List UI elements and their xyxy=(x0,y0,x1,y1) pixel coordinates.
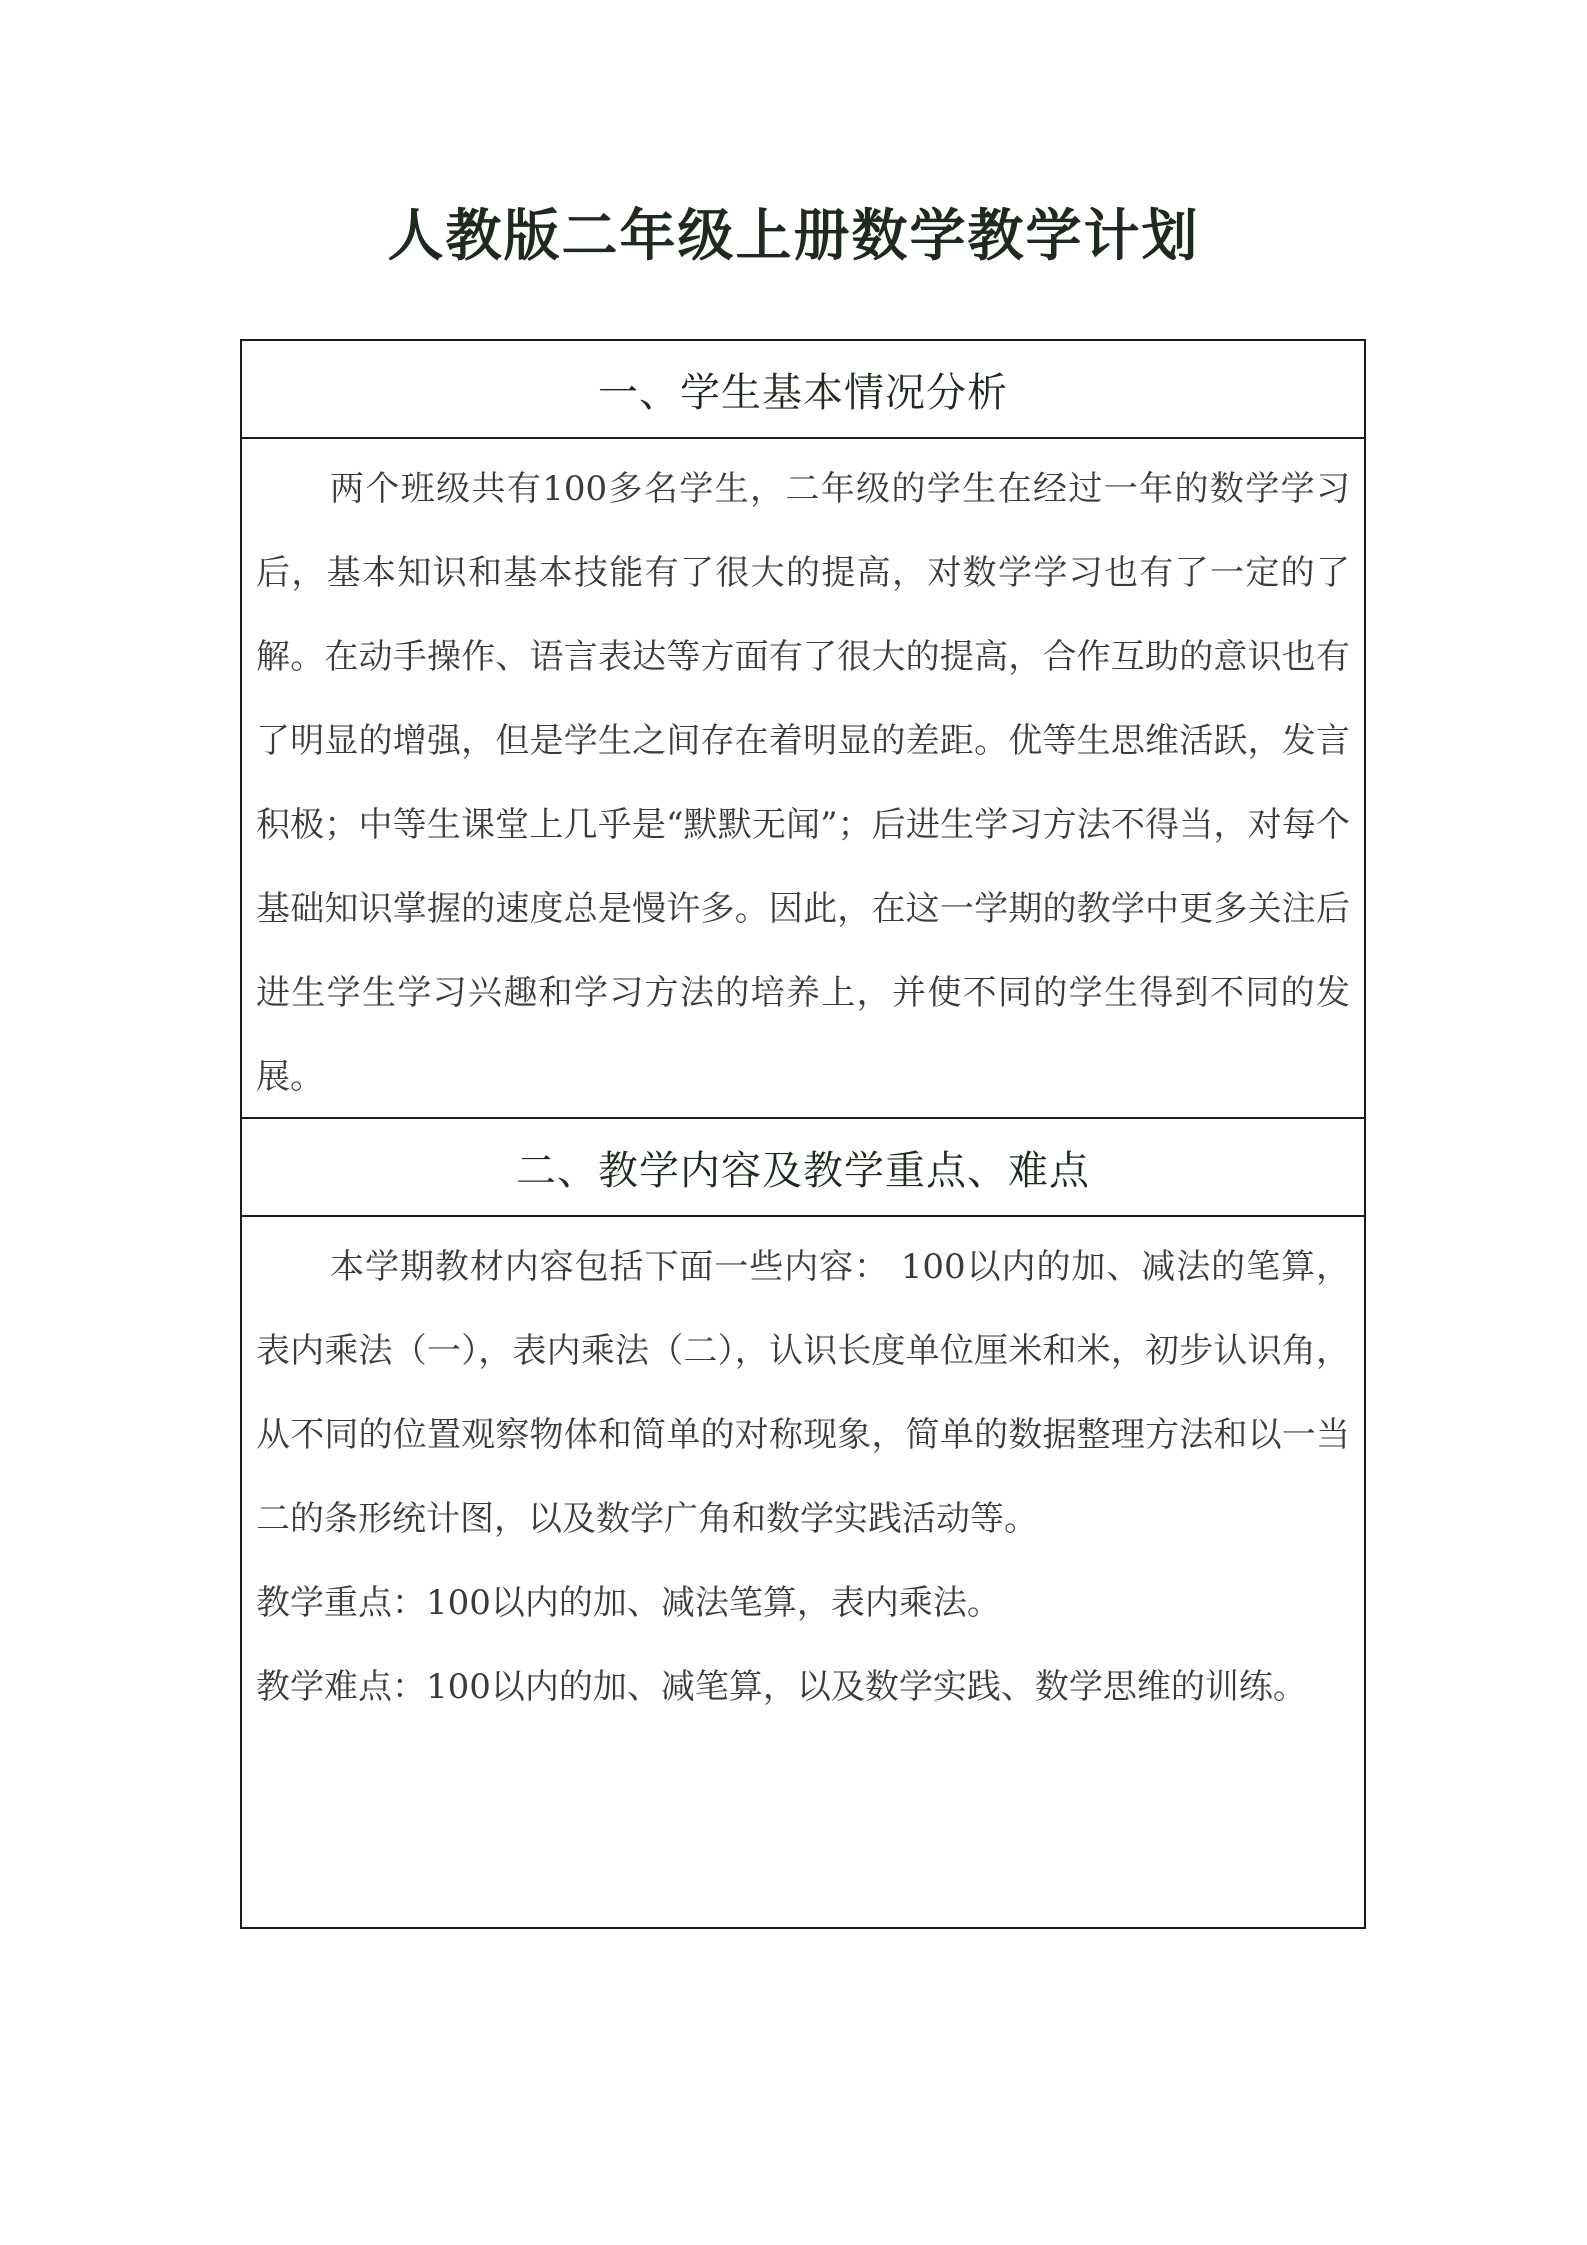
section-heading-teaching-content: 二、教学内容及教学重点、难点 xyxy=(242,1119,1364,1217)
section-heading-student-analysis: 一、学生基本情况分析 xyxy=(242,341,1364,439)
teaching-content-paragraph: 本学期教材内容包括下面一些内容： 100以内的加、减法的笔算，表内乘法（一），表内乘法（二），认识长度单位厘米和米，初步认识角，从不同的位置观察物体和简单的对称现象，简单的数据整理方法和以一当二的条形统计图，以及数学广角和数学实践活动等。 xyxy=(256,1247,1350,1539)
section-body-teaching-content xyxy=(242,1217,1364,1927)
student-analysis-paragraph: 两个班级共有100多名学生，二年级的学生在经过一年的数学学习后，基本知识和基本技能有了很大的提高，对数学学习也有了一定的了解。在动手操作、语言表达等方面有了很大的提高，合作互助的意识也有了明显的增强，但是学生之间存在着明显的差距。优等生思维活跃，发言积极；中等生课堂上几乎是“默默无闻”；后进生学习方法不得当，对每个基础知识掌握的速度总是慢许多。因此，在这一学期的教学中更多关注后进生学生学习兴趣和学习方法的培养上，并使不同的学生得到不同的发展。 xyxy=(256,469,1350,1097)
section-body-student-analysis xyxy=(242,439,1364,1119)
teaching-difficulties: 教学难点：100以内的加、减笔算，以及数学实践、数学思维的训练。 xyxy=(256,1667,1307,1707)
page-title: 人教版二年级上册数学教学计划 xyxy=(387,203,1200,269)
plan-table xyxy=(240,339,1366,1929)
teaching-key-points: 教学重点：100以内的加、减法笔算，表内乘法。 xyxy=(256,1583,1001,1623)
